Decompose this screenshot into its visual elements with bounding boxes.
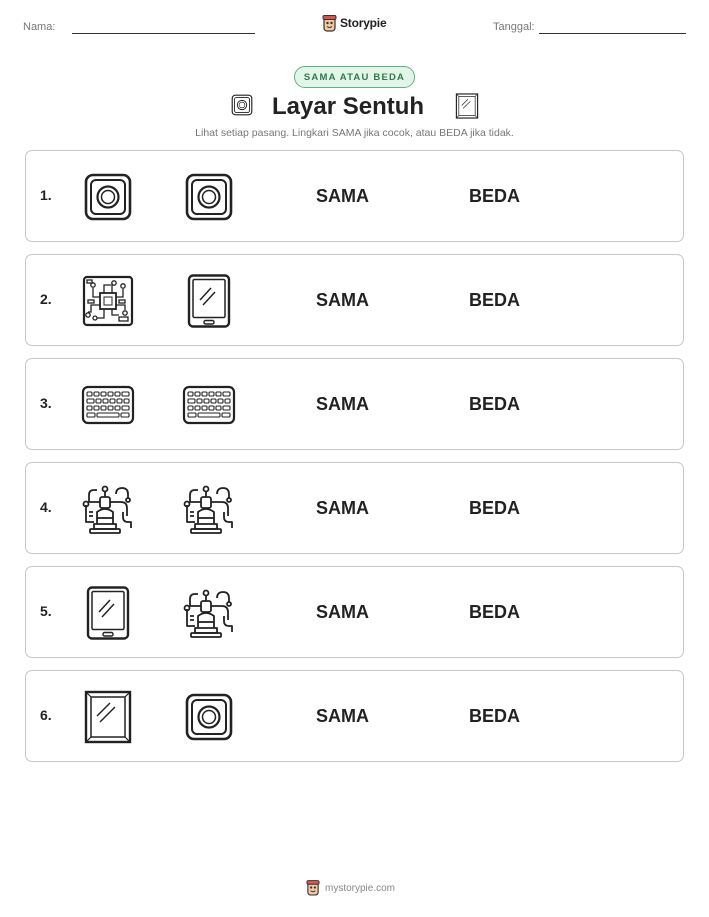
camera-icon bbox=[230, 93, 254, 122]
title-row bbox=[0, 91, 709, 123]
brand-logo bbox=[322, 14, 386, 32]
comparison-row bbox=[25, 254, 684, 346]
glass-panel-icon bbox=[81, 690, 135, 744]
storypie-mascot-icon bbox=[306, 880, 320, 896]
row-number: 1. bbox=[40, 187, 52, 203]
comparison-row bbox=[25, 462, 684, 554]
different-option[interactable]: BEDA bbox=[469, 394, 521, 414]
brand-name: Storypie bbox=[340, 16, 387, 30]
tablet-icon bbox=[81, 586, 135, 640]
date-line[interactable] bbox=[539, 33, 686, 34]
row-number: 3. bbox=[40, 395, 52, 411]
different-option[interactable]: BEDA bbox=[469, 602, 521, 622]
footer-url: mystorypie.com bbox=[325, 882, 396, 894]
different-option[interactable]: BEDA bbox=[469, 706, 521, 726]
same-option[interactable]: SAMA bbox=[316, 186, 369, 206]
instruction-text: Lihat setiap pasang. Lingkari SAMA jika cocok, atau BEDA jika tidak. bbox=[195, 127, 514, 139]
date-label: Tanggal: bbox=[493, 21, 535, 33]
pipe-machine-icon bbox=[182, 482, 236, 536]
same-option[interactable]: SAMA bbox=[316, 706, 369, 726]
comparison-row bbox=[25, 150, 684, 242]
glass-panel-icon bbox=[454, 91, 480, 126]
storypie-mascot-icon bbox=[322, 15, 337, 32]
name-label: Nama: bbox=[23, 21, 56, 33]
comparison-row bbox=[25, 670, 684, 762]
name-line[interactable] bbox=[72, 33, 255, 34]
same-option[interactable]: SAMA bbox=[316, 394, 369, 414]
different-option[interactable]: BEDA bbox=[469, 498, 521, 518]
footer bbox=[306, 880, 395, 896]
same-option[interactable]: SAMA bbox=[316, 290, 369, 310]
camera-icon bbox=[182, 170, 236, 224]
row-number: 2. bbox=[40, 291, 52, 307]
different-option[interactable]: BEDA bbox=[469, 290, 521, 310]
activity-badge: SAMA ATAU BEDA bbox=[294, 66, 415, 88]
row-number: 4. bbox=[40, 499, 52, 515]
camera-icon bbox=[182, 690, 236, 744]
pipe-machine-icon bbox=[182, 586, 236, 640]
circuit-board-icon bbox=[81, 274, 135, 328]
keyboard-icon bbox=[81, 378, 135, 432]
row-number: 5. bbox=[40, 603, 52, 619]
row-number: 6. bbox=[40, 707, 52, 723]
comparison-row bbox=[25, 566, 684, 658]
different-option[interactable]: BEDA bbox=[469, 186, 521, 206]
comparison-row bbox=[25, 358, 684, 450]
pipe-machine-icon bbox=[81, 482, 135, 536]
tablet-icon bbox=[182, 274, 236, 328]
keyboard-icon bbox=[182, 378, 236, 432]
page-title: Layar Sentuh bbox=[272, 93, 425, 120]
camera-icon bbox=[81, 170, 135, 224]
same-option[interactable]: SAMA bbox=[316, 602, 369, 622]
same-option[interactable]: SAMA bbox=[316, 498, 369, 518]
